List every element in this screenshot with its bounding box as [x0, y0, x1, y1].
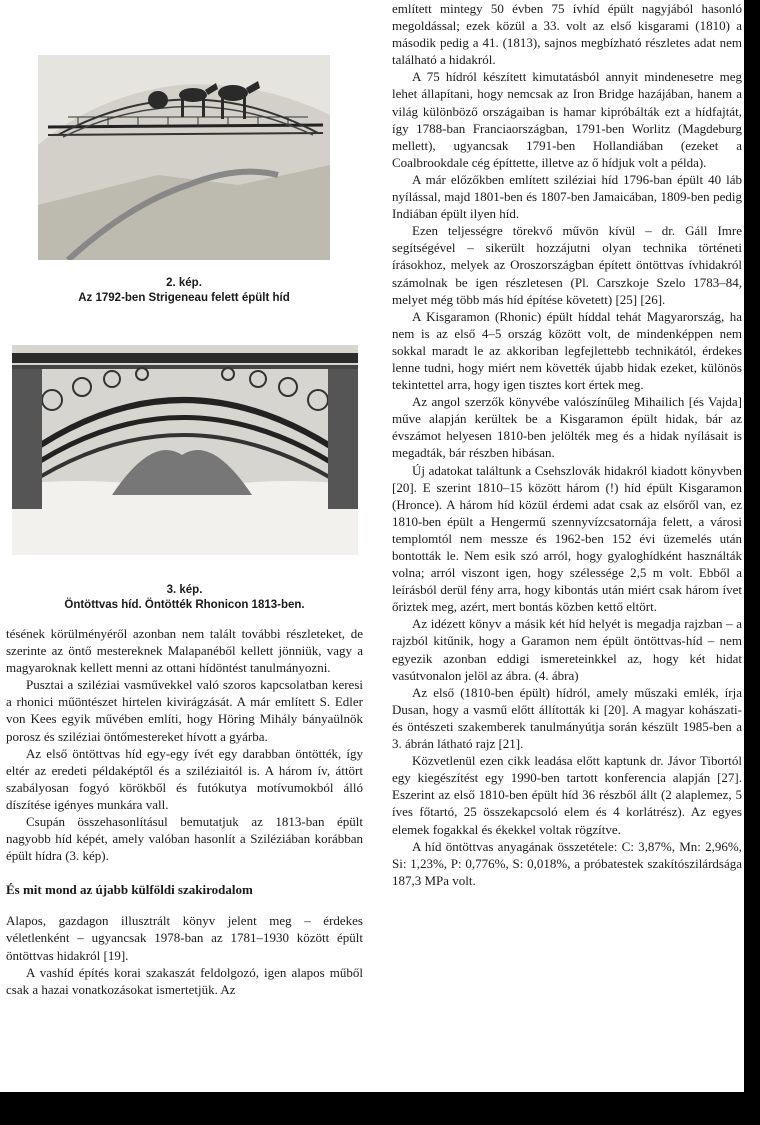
paragraph: Az angol szerzők könyvébe valószínűleg Mihailich [és Vajda] műve alapján kerültek be a Kisgaramon épült hidak, bár az évszámot helyesen 1810-ben jelölték meg és a hidak nyílásait is megadták, bár részben hibásan. [392, 394, 742, 461]
right-text [392, 0, 742, 889]
figure-3-caption [6, 583, 363, 613]
figure-3-photo [12, 345, 358, 555]
paragraph: Csupán összehasonlításul bemutatjuk az 1813-ban épült nagyobb híd képét, amely valóban hasonlít a Sziléziában korábban épült hídra (3. kép). [6, 814, 363, 864]
paragraph: A híd öntöttvas anyagának összetétele: C: 3,87%, Mn: 2,96%, Si: 1,23%, P: 0,776%, S: 0,018%, a próbatestek szakítószilárdsága 187,3 MPa volt. [392, 838, 742, 888]
figure-3-number: 3. kép. [166, 584, 203, 596]
paragraph: tésének körülményéről azonban nem talált további részleteket, de szerinte az öntő mestereknek Malapanéből kellett jönniük, vagy a magyaroknak kellett menni az ottani hídöntést tanulmányozni. [6, 626, 363, 676]
paragraph: A vashíd építés korai szakaszát feldolgozó, igen alapos műből csak a hazai vonatkozásokat ismertetjük. Az [6, 964, 363, 997]
paragraph: Ezen teljességre törekvő művön kívül – dr. Gáll Imre segítségével – sikerült hozzájutni olyan technika történeti írásokhoz, melyek az Oroszországban épített öntöttvas ívhidakról számolnak be igen részletesen (Pl. Carszkoje Szelo 1783–84, melyet még több más híd építése követett) [25] [26]. [392, 223, 742, 307]
bridge-horses-illustration [38, 55, 330, 260]
paragraph: említett mintegy 50 évben 75 ívhíd épült nagyjából hasonló megoldással; ezek közül a 33. volt az első kisgarami (1810) a második pedig a 41. (1813), sajnos megbízható részletes adat nem található a hidakról. [392, 1, 742, 68]
section-heading: És mit mond az újabb külföldi szakirodalom [6, 882, 253, 898]
paragraph: Az első (1810-ben épült) hídról, amely műszaki emlék, írja Dusan, hogy a vasmű előtt állították ki [20]. A magyar kohászati- és öntészeti szakemberek tanulmányútja során készült 1985-ben a 3. ábrán látható rajz [21]. [392, 684, 742, 752]
iron-bridge-illustration [12, 345, 358, 555]
paragraph: A már előzőkben említett sziléziai híd 1796-ban épült 40 láb nyílással, majd 1801-ben és 1807-ben Jamaicában, 1809-ben pedig Indiában épült ilyen híd. [392, 171, 742, 222]
left-text [6, 625, 363, 998]
paragraph: Pusztai a sziléziai vasművekkel való szoros kapcsolatban keresi a rhonici műöntészet hirtelen kivirágzását. A már említett S. Edler von Kees egyik művében említi, hogy Höring Mihály bányaülnök porosz és sziléziai öntőmestereket hívott a gyárba. [6, 677, 363, 744]
figure-2-caption [38, 276, 330, 306]
figure-3-text: Öntöttvas híd. Öntötték Rhonicon 1813-ben. [64, 599, 305, 611]
paragraph: A Kisgaramon (Rhonic) épült híddal tehát Magyarország, ha nem is az első 4–5 ország között volt, de mindenképpen nem sokkal maradt le az akkoriban legfejlettebb technikától, érdekes lenne tudni, hogy miért nem követték újabb hidak ezeket, különös tekintettel arra, hogy igen tisztes kort értek meg. [392, 308, 742, 393]
figure-2-photo [38, 55, 330, 260]
figure-2-text: Az 1792-ben Strigeneau felett épült híd [78, 292, 290, 304]
paragraph: Az idézett könyv a másik két híd helyét is megadja rajzban – a rajzból kitűnik, hogy a Garamon nem épült öntöttvas-híd – nem egyezik azonban eddigi ismereteinkkel az, hogy két hidat vasútvonalon jelöl az ábra. (4. ábra) [392, 616, 742, 683]
paragraph: Új adatokat találtunk a Csehszlovák hidakról kiadott könyvben [20]. E szerint 1810–15 között három (!) híd épült Kisgaramon (Hronce). A három híd közül érdemi adat csak az elsőről van, ez 1810-ben épült a Hengermű szennyvízcsatornája felett, a városi templomtól nem messze és 1962-ben 152 évi üzemelés után bontották le. Nem esik szó arról, hogy gyaloghídként használták volna; arról viszont igen, hogy szélessége 2,5 m volt. Ebből a leírásból derül fény arra, hogy kibontás után miért csak három ívet őriztek meg, azért, mert bontás közben kettő eltört. [392, 462, 742, 615]
paragraph: Az első öntöttvas híd egy-egy ívét egy darabban öntötték, így eltér az eredeti példaképtől és a sziléziaitól is. A három ív, áttört szabályosan fogyó körökből és futókutya motívumokból álló díszítése igényes munkára vall. [6, 745, 363, 812]
paragraph: Közvetlenül ezen cikk leadása előtt kaptunk dr. Jávor Tibortól egy kiegészítést egy 1990-ben tartott konferencia alapján [27]. Eszerint az első 1810-ben épült híd 36 részből állt (2 alaplemez, 5 íves főtartó, 25 összekapcsoló elem és 4 korlátrész). Az egyes elemek fogakkal és ékekkel voltak rögzítve. [392, 753, 742, 837]
figure-2-number: 2. kép. [166, 277, 202, 289]
paragraph: A 75 hídról készített kimutatásból annyit mindenesetre meg lehet állapítani, hogy nemcsak az Iron Bridge hazájában, hanem a világ különböző országaiban is hamar kipróbálták ezt a hídfajtát, így 1788-ban Franciaországban, 1791-ben Worlitz (Magdeburg mellett), ugyancsak 1791-ben Hollandiában (ezeket a Coalbrookdale cég építtette, illetve az ő hídjuk volt a példa). [392, 69, 742, 170]
paragraph: Alapos, gazdagon illusztrált könyv jelent meg – érdekes véletlenként – ugyancsak 1978-ban az 1781–1930 között épült öntöttvas hidakról [19]. [6, 913, 363, 963]
